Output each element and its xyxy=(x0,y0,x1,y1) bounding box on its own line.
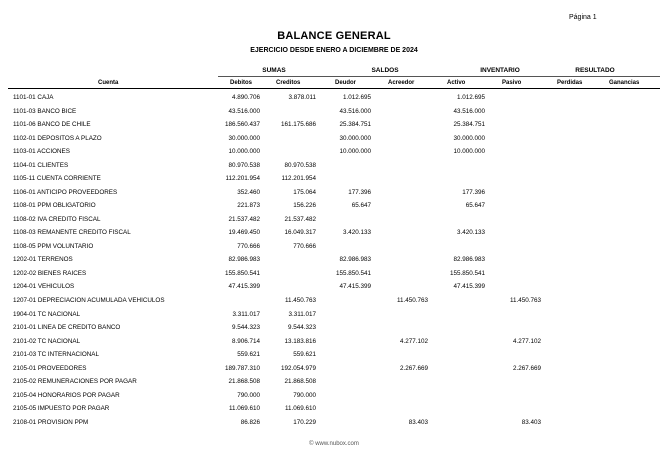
row-creditos: 170.229 xyxy=(293,418,316,426)
table-row xyxy=(0,189,668,202)
row-debitos: 11.069.610 xyxy=(228,405,260,413)
table-row xyxy=(0,135,668,148)
row-pasivo: 11.450.763 xyxy=(509,296,541,304)
table-row xyxy=(0,392,668,405)
table-row xyxy=(0,256,668,269)
row-debitos: 112.201.954 xyxy=(225,175,260,183)
row-cuenta: 2105-01 PROVEEDORES xyxy=(13,364,87,372)
row-creditos: 11.450.763 xyxy=(284,296,316,304)
row-debitos: 155.850.541 xyxy=(224,269,260,277)
row-cuenta: 1102-01 DEPOSITOS A PLAZO xyxy=(13,134,102,142)
group-resultado: RESULTADO xyxy=(575,67,615,74)
row-creditos: 156.226 xyxy=(293,202,316,210)
row-activo: 3.420.133 xyxy=(456,229,485,237)
row-debitos: 8.906.714 xyxy=(231,337,260,345)
row-activo: 10.000.000 xyxy=(453,148,485,156)
table-row xyxy=(0,311,668,324)
header-divider xyxy=(8,88,660,89)
row-cuenta: 1105-11 CUENTA CORRIENTE xyxy=(13,175,101,183)
table-row xyxy=(0,270,668,283)
row-cuenta: 2105-04 HONORARIOS POR PAGAR xyxy=(13,391,120,399)
group-inventario: INVENTARIO xyxy=(480,67,520,74)
row-pasivo: 83.403 xyxy=(521,418,541,426)
row-creditos: 21.868.508 xyxy=(284,378,316,386)
row-cuenta: 1202-02 BIENES RAICES xyxy=(13,269,87,277)
row-debitos: 770.666 xyxy=(237,242,260,250)
row-cuenta: 1106-01 ANTICIPO PROVEEDORES xyxy=(13,188,118,196)
row-debitos: 43.516.000 xyxy=(228,107,260,115)
row-debitos: 352.460 xyxy=(237,188,260,196)
row-debitos: 82.986.983 xyxy=(228,256,260,264)
row-deudor: 177.396 xyxy=(348,188,371,196)
row-debitos: 186.560.437 xyxy=(224,121,260,129)
row-cuenta: 2105-02 REMUNERACIONES POR PAGAR xyxy=(13,378,137,386)
row-cuenta: 1101-03 BANCO BICE xyxy=(13,107,77,115)
row-creditos: 13.183.816 xyxy=(284,337,316,345)
row-deudor: 30.000.000 xyxy=(339,134,371,142)
row-cuenta: 1204-01 VEHICULOS xyxy=(13,283,75,291)
row-cuenta: 2101-02 TC NACIONAL xyxy=(13,337,81,345)
header-acreedor: Acreedor xyxy=(388,80,415,86)
row-debitos: 30.000.000 xyxy=(228,134,260,142)
row-activo: 155.850.541 xyxy=(449,269,485,277)
table-row xyxy=(0,338,668,351)
row-debitos: 221.873 xyxy=(237,202,260,210)
row-cuenta: 1101-06 BANCO DE CHILE xyxy=(13,121,91,129)
row-cuenta: 1104-01 CLIENTES xyxy=(13,161,69,169)
row-activo: 82.986.983 xyxy=(453,256,485,264)
row-cuenta: 1103-01 ACCIONES xyxy=(13,148,70,156)
row-cuenta: 1108-01 PPM OBLIGATORIO xyxy=(13,202,96,210)
row-debitos: 86.826 xyxy=(240,418,260,426)
row-cuenta: 2105-05 IMPUESTO POR PAGAR xyxy=(13,405,110,413)
table-row xyxy=(0,175,668,188)
header-debitos: Debitos xyxy=(230,80,253,86)
row-creditos: 770.666 xyxy=(293,242,316,250)
header-perdidas: Perdidas xyxy=(557,80,583,86)
row-deudor: 82.986.983 xyxy=(339,256,371,264)
footer-credit: © www.nubox.com xyxy=(309,441,359,447)
row-deudor: 10.000.000 xyxy=(339,148,371,156)
row-debitos: 80.970.538 xyxy=(228,161,260,169)
row-acreedor: 4.277.102 xyxy=(399,337,428,345)
table-row xyxy=(0,108,668,121)
row-cuenta: 1108-03 REMANENTE CREDITO FISCAL xyxy=(13,229,131,237)
table-row xyxy=(0,283,668,296)
group-saldos: SALDOS xyxy=(371,67,399,74)
row-deudor: 47.415.399 xyxy=(339,283,371,291)
row-debitos: 559.621 xyxy=(237,351,260,359)
report-title: BALANCE GENERAL xyxy=(277,30,391,42)
header-deudor: Deudor xyxy=(335,80,356,86)
table-row xyxy=(0,229,668,242)
row-activo: 65.647 xyxy=(465,202,485,210)
header-ganancias: Ganancias xyxy=(609,80,640,86)
row-debitos: 189.787.310 xyxy=(224,364,260,372)
row-cuenta: 2101-01 LINEA DE CREDITO BANCO xyxy=(13,324,121,331)
row-deudor: 1.012.695 xyxy=(342,94,371,101)
table-row xyxy=(0,297,668,310)
row-activo: 43.516.000 xyxy=(453,107,485,115)
row-acreedor: 83.403 xyxy=(408,418,428,426)
row-cuenta: 1904-01 TC NACIONAL xyxy=(13,310,81,318)
row-activo: 1.012.695 xyxy=(456,94,485,101)
table-row xyxy=(0,202,668,215)
row-creditos: 3.878.011 xyxy=(288,94,316,101)
row-debitos: 9.544.323 xyxy=(231,324,260,331)
table-row xyxy=(0,148,668,161)
row-pasivo: 2.267.669 xyxy=(512,364,541,372)
row-creditos: 80.970.538 xyxy=(284,161,316,169)
table-row xyxy=(0,243,668,256)
group-sumas: SUMAS xyxy=(262,67,286,74)
row-creditos: 3.311.017 xyxy=(288,310,316,318)
row-activo: 25.384.751 xyxy=(453,121,485,129)
table-row xyxy=(0,324,668,337)
table-row xyxy=(0,121,668,134)
row-cuenta: 1101-01 CAJA xyxy=(13,94,54,101)
row-debitos: 790.000 xyxy=(237,391,260,399)
row-debitos: 3.311.017 xyxy=(232,310,260,318)
row-creditos: 9.544.323 xyxy=(287,324,316,331)
row-acreedor: 2.267.669 xyxy=(399,364,428,372)
row-creditos: 161.175.686 xyxy=(280,121,316,129)
table-row xyxy=(0,365,668,378)
row-creditos: 11.069.610 xyxy=(284,405,316,413)
row-deudor: 3.420.133 xyxy=(342,229,371,237)
row-creditos: 175.064 xyxy=(293,188,316,196)
table-row xyxy=(0,378,668,391)
row-deudor: 155.850.541 xyxy=(335,269,371,277)
table-row xyxy=(0,419,668,432)
row-debitos: 21.537.482 xyxy=(228,215,260,223)
row-deudor: 65.647 xyxy=(351,202,371,210)
header-cuenta: Cuenta xyxy=(98,80,119,86)
row-creditos: 192.054.979 xyxy=(280,364,316,372)
row-cuenta: 1108-02 IVA CREDITO FISCAL xyxy=(13,215,101,223)
row-activo: 47.415.399 xyxy=(453,283,485,291)
row-cuenta: 2108-01 PROVISION PPM xyxy=(13,418,89,426)
row-cuenta: 1207-01 DEPRECIACION ACUMULADA VEHICULOS xyxy=(13,296,165,304)
table-row xyxy=(0,405,668,418)
row-debitos: 4.890.706 xyxy=(231,94,260,101)
row-deudor: 25.384.751 xyxy=(339,121,371,129)
table-row xyxy=(0,162,668,175)
row-activo: 30.000.000 xyxy=(453,134,485,142)
row-creditos: 112.201.954 xyxy=(281,175,316,183)
report-subtitle: EJERCICIO DESDE ENERO A DICIEMBRE DE 2024 xyxy=(250,47,418,54)
row-cuenta: 1108-05 PPM VOLUNTARIO xyxy=(13,242,94,250)
row-cuenta: 1202-01 TERRENOS xyxy=(13,256,73,264)
row-creditos: 21.537.482 xyxy=(284,215,316,223)
table-row xyxy=(0,216,668,229)
header-creditos: Creditos xyxy=(276,80,301,86)
header-activo: Activo xyxy=(447,80,466,86)
table-row xyxy=(0,94,668,107)
row-creditos: 559.621 xyxy=(293,351,316,359)
row-debitos: 21.868.508 xyxy=(228,378,260,386)
page-number: Página 1 xyxy=(569,14,597,21)
row-deudor: 43.516.000 xyxy=(339,107,371,115)
row-activo: 177.396 xyxy=(462,188,485,196)
header-pasivo: Pasivo xyxy=(502,80,522,86)
row-creditos: 16.049.317 xyxy=(284,229,316,237)
group-divider xyxy=(218,76,660,77)
row-debitos: 47.415.399 xyxy=(228,283,260,291)
table-row xyxy=(0,351,668,364)
row-pasivo: 4.277.102 xyxy=(512,337,541,345)
row-cuenta: 2101-03 TC INTERNACIONAL xyxy=(13,351,99,359)
row-debitos: 19.469.450 xyxy=(228,229,260,237)
row-debitos: 10.000.000 xyxy=(228,148,260,156)
row-creditos: 790.000 xyxy=(293,391,316,399)
row-acreedor: 11.450.763 xyxy=(396,296,428,304)
